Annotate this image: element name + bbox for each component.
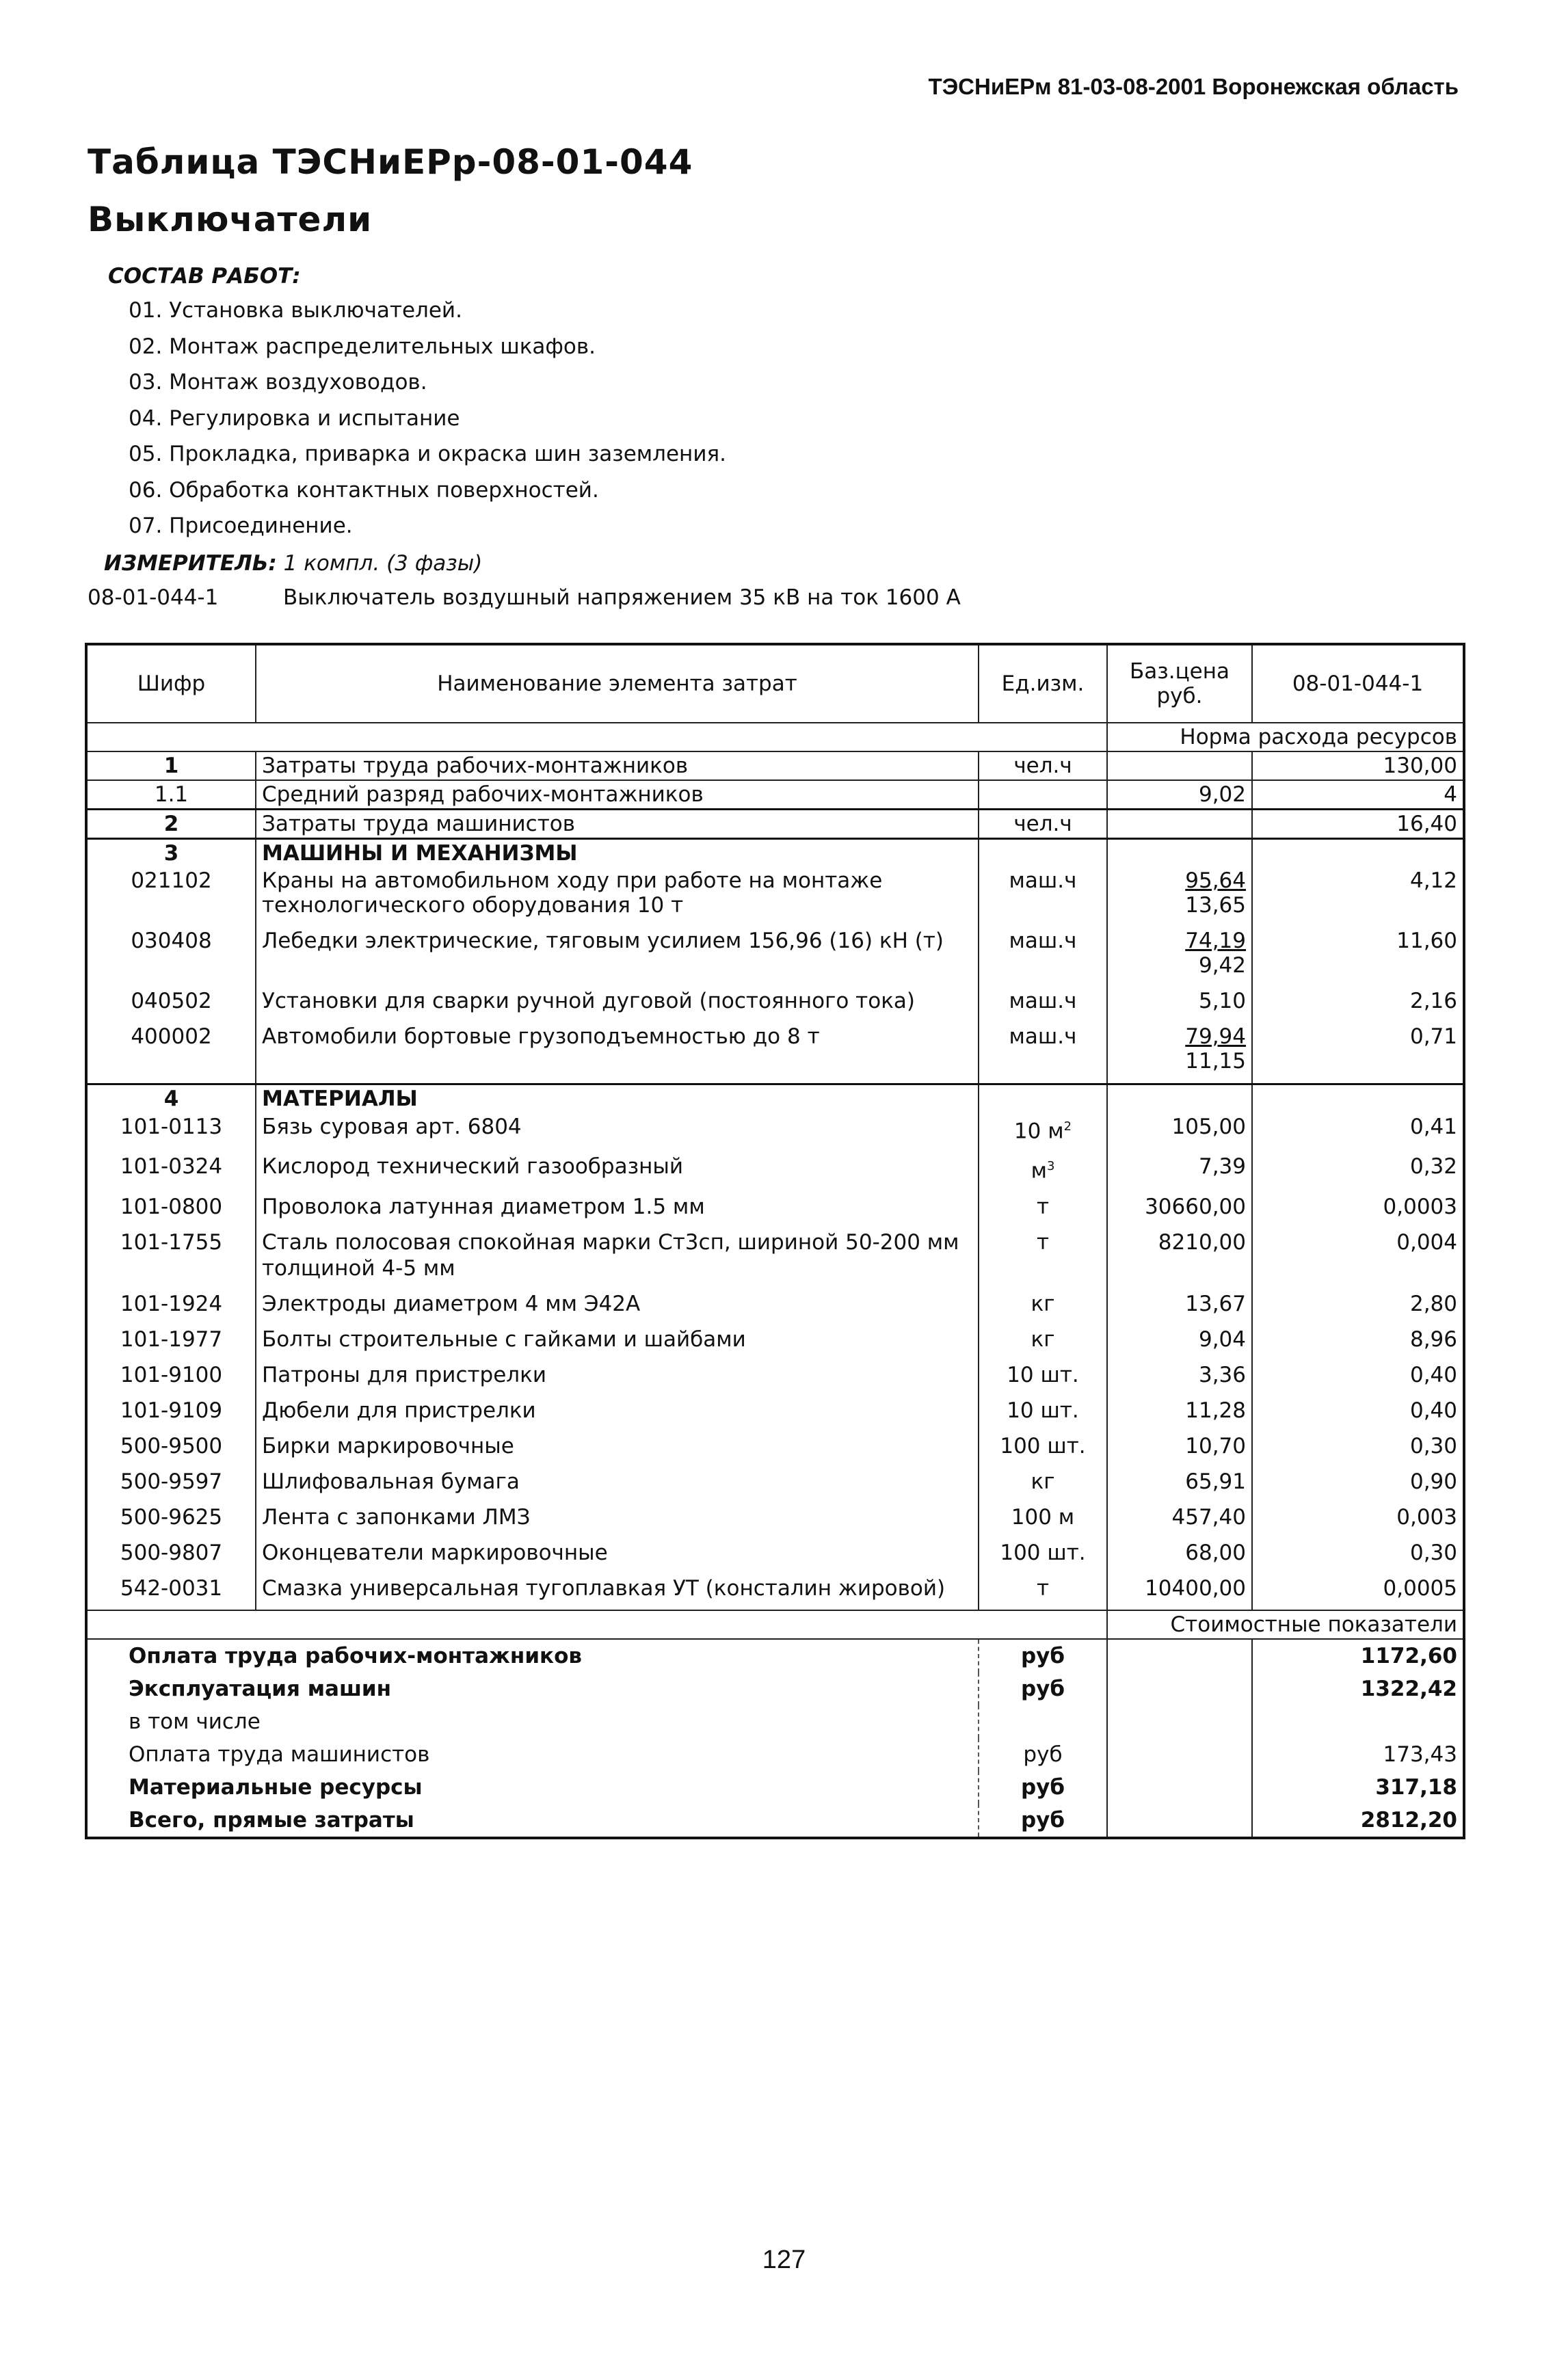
summary-value: 2812,20 xyxy=(1252,1804,1464,1838)
row-price-labor: 11,15 xyxy=(1185,1049,1246,1074)
row-unit xyxy=(979,1325,1107,1361)
summary-unit: руб xyxy=(979,1804,1107,1838)
row-name: Оконцеватели маркировочные xyxy=(256,1538,979,1574)
row-norm: 0,90 xyxy=(1252,1467,1464,1503)
machine-row xyxy=(86,867,1464,927)
unit-text: т xyxy=(1036,1229,1050,1255)
row-unit xyxy=(979,1538,1107,1574)
unit-text: кг xyxy=(1031,1291,1055,1316)
row-norm: 0,40 xyxy=(1252,1361,1464,1396)
machine-row xyxy=(86,1023,1464,1084)
page-number: 127 xyxy=(762,2245,806,2274)
material-row xyxy=(86,1432,1464,1467)
row-unit: чел.ч xyxy=(979,810,1107,839)
row-name: Затраты труда рабочих-монтажников xyxy=(256,751,979,780)
row-price-labor: 13,65 xyxy=(1185,893,1246,918)
summary-name: Оплата труда машинистов xyxy=(86,1738,979,1771)
row-code: 500-9625 xyxy=(86,1503,256,1538)
row-name: Патроны для пристрелки xyxy=(256,1361,979,1396)
row-norm: 16,40 xyxy=(1252,810,1464,839)
header-name: Наименование элемента затрат xyxy=(256,644,979,723)
row-name: Затраты труда машинистов xyxy=(256,810,979,839)
summary-row xyxy=(86,1705,1464,1738)
row-price: 10,70 xyxy=(1107,1432,1252,1467)
row-price xyxy=(1107,751,1252,780)
works-item: 05. Прокладка, приварка и окраска шин заземления. xyxy=(129,442,726,466)
works-item: 02. Монтаж распределительных шкафов. xyxy=(129,334,596,359)
material-row xyxy=(86,1574,1464,1610)
row-price: 457,40 xyxy=(1107,1503,1252,1538)
row-unit xyxy=(979,1361,1107,1396)
works-heading: СОСТАВ РАБОТ: xyxy=(108,264,301,289)
row-norm: 0,71 xyxy=(1252,1023,1464,1084)
norm-label-spacer xyxy=(86,723,1107,751)
summary-unit: руб xyxy=(979,1639,1107,1672)
row-norm: 4 xyxy=(1252,780,1464,810)
summary-value: 173,43 xyxy=(1252,1738,1464,1771)
cost-label-spacer xyxy=(86,1610,1107,1639)
row-unit xyxy=(979,1467,1107,1503)
unit-superscript: 2 xyxy=(1063,1119,1072,1134)
row-code: 021102 xyxy=(86,867,256,927)
section-name: МАШИНЫ И МЕХАНИЗМЫ xyxy=(256,839,979,868)
empty-cell xyxy=(1107,839,1252,868)
row-unit: маш.ч xyxy=(979,1023,1107,1084)
row-name: Бязь суровая арт. 6804 xyxy=(256,1112,979,1152)
labor-row xyxy=(86,810,1464,839)
row-name: Краны на автомобильном ходу при работе на монтаже технологического оборудования 10 т xyxy=(256,867,979,927)
row-code: 101-1755 xyxy=(86,1228,256,1290)
labor-row xyxy=(86,751,1464,780)
row-price xyxy=(1107,810,1252,839)
empty-cell xyxy=(1107,1639,1252,1672)
row-price: 30660,00 xyxy=(1107,1192,1252,1228)
unit-text: 100 шт. xyxy=(1000,1433,1086,1458)
row-unit xyxy=(979,1503,1107,1538)
table-subtitle: Выключатели xyxy=(88,200,373,239)
empty-cell xyxy=(1107,1738,1252,1771)
material-row xyxy=(86,1538,1464,1574)
material-row xyxy=(86,1152,1464,1192)
unit-text: т xyxy=(1036,1575,1050,1601)
table-header-row xyxy=(86,644,1464,723)
row-norm: 130,00 xyxy=(1252,751,1464,780)
material-row xyxy=(86,1228,1464,1290)
unit-text: кг xyxy=(1031,1327,1055,1352)
summary-name: в том числе xyxy=(86,1705,979,1738)
works-item: 06. Обработка контактных поверхностей. xyxy=(129,477,599,503)
header-price-line1: Баз.цена xyxy=(1129,659,1230,684)
summary-row xyxy=(86,1738,1464,1771)
row-name: Кислород технический газообразный xyxy=(256,1152,979,1192)
material-row xyxy=(86,1361,1464,1396)
row-price: 9,04 xyxy=(1107,1325,1252,1361)
row-unit xyxy=(979,1112,1107,1152)
row-norm: 0,004 xyxy=(1252,1228,1464,1290)
meter-value: 1 компл. (3 фазы) xyxy=(283,551,483,576)
summary-value: 317,18 xyxy=(1252,1771,1464,1804)
header-unit: Ед.изм. xyxy=(979,644,1107,723)
empty-cell xyxy=(1252,1084,1464,1113)
section-row-machines xyxy=(86,839,1464,868)
row-code: 500-9807 xyxy=(86,1538,256,1574)
row-unit xyxy=(979,1574,1107,1610)
material-row xyxy=(86,1396,1464,1432)
material-row xyxy=(86,1290,1464,1325)
row-price: 65,91 xyxy=(1107,1467,1252,1503)
summary-unit xyxy=(979,1705,1107,1738)
row-name: Болты строительные с гайками и шайбами xyxy=(256,1325,979,1361)
row-price: 68,00 xyxy=(1107,1538,1252,1574)
row-price: 105,00 xyxy=(1107,1112,1252,1152)
unit-text: 100 шт. xyxy=(1000,1540,1086,1565)
row-price xyxy=(1107,987,1252,1023)
summary-row xyxy=(86,1771,1464,1804)
row-price-base: 95,64 xyxy=(1185,868,1246,893)
row-norm: 2,16 xyxy=(1252,987,1464,1023)
row-price xyxy=(1107,1023,1252,1084)
summary-name: Материальные ресурсы xyxy=(86,1771,979,1804)
works-item: 04. Регулировка и испытание xyxy=(129,405,460,431)
summary-name: Всего, прямые затраты xyxy=(86,1804,979,1838)
norms-table xyxy=(85,643,1465,1839)
summary-value xyxy=(1252,1705,1464,1738)
empty-cell xyxy=(1107,1672,1252,1705)
row-code: 101-0113 xyxy=(86,1112,256,1152)
summary-value: 1172,60 xyxy=(1252,1639,1464,1672)
works-item: 01. Установка выключателей. xyxy=(129,298,462,323)
row-name: Шлифовальная бумага xyxy=(256,1467,979,1503)
row-norm: 0,30 xyxy=(1252,1432,1464,1467)
cost-label-row xyxy=(86,1610,1464,1639)
works-item: 07. Присоединение. xyxy=(129,514,353,538)
material-row xyxy=(86,1467,1464,1503)
row-unit xyxy=(979,1290,1107,1325)
row-code: 2 xyxy=(86,810,256,839)
header-code: Шифр xyxy=(86,644,256,723)
machine-row xyxy=(86,927,1464,987)
summary-name: Оплата труда рабочих-монтажников xyxy=(86,1639,979,1672)
row-code: 030408 xyxy=(86,927,256,987)
row-price: 11,28 xyxy=(1107,1396,1252,1432)
works-item: 03. Монтаж воздуховодов. xyxy=(129,370,427,395)
row-norm: 4,12 xyxy=(1252,867,1464,927)
section-name: МАТЕРИАЛЫ xyxy=(256,1084,979,1113)
row-price-base: 74,19 xyxy=(1185,929,1246,953)
section-code: 3 xyxy=(86,839,256,868)
row-price xyxy=(1107,927,1252,987)
row-name: Сталь полосовая спокойная марки Ст3сп, шириной 50-200 мм толщиной 4-5 мм xyxy=(256,1228,979,1290)
row-unit: маш.ч xyxy=(979,987,1107,1023)
row-code: 1 xyxy=(86,751,256,780)
unit-text: кг xyxy=(1031,1469,1055,1494)
row-price xyxy=(1107,867,1252,927)
unit-text: 10 м xyxy=(1013,1119,1064,1144)
section-row-materials xyxy=(86,1084,1464,1113)
row-code: 101-0800 xyxy=(86,1192,256,1228)
header-price-line2: руб. xyxy=(1156,684,1203,708)
row-price-labor: 9,42 xyxy=(1198,953,1246,978)
row-norm: 0,0005 xyxy=(1252,1574,1464,1610)
row-unit: чел.ч xyxy=(979,751,1107,780)
row-unit: маш.ч xyxy=(979,867,1107,927)
unit-text: т xyxy=(1036,1194,1050,1219)
row-name: Дюбели для пристрелки xyxy=(256,1396,979,1432)
row-unit xyxy=(979,1152,1107,1192)
row-name: Лента с запонками ЛМЗ xyxy=(256,1503,979,1538)
row-code: 101-1977 xyxy=(86,1325,256,1361)
row-price: 13,67 xyxy=(1107,1290,1252,1325)
row-norm: 0,40 xyxy=(1252,1396,1464,1432)
empty-cell xyxy=(1107,1804,1252,1838)
norm-label: Норма расхода ресурсов xyxy=(1107,723,1464,751)
meter-line xyxy=(104,551,482,576)
row-code: 101-9109 xyxy=(86,1396,256,1432)
row-code: 542-0031 xyxy=(86,1574,256,1610)
works-list xyxy=(129,293,726,544)
cost-label: Стоимостные показатели xyxy=(1107,1610,1464,1639)
empty-cell xyxy=(979,839,1107,868)
machine-row xyxy=(86,987,1464,1023)
row-unit xyxy=(979,1192,1107,1228)
table-title: Таблица ТЭСНиЕРр-08-01-044 xyxy=(88,142,693,182)
unit-text: 10 шт. xyxy=(1007,1362,1079,1387)
row-unit xyxy=(979,1396,1107,1432)
row-unit xyxy=(979,780,1107,810)
row-price: 7,39 xyxy=(1107,1152,1252,1192)
labor-row xyxy=(86,780,1464,810)
header-price xyxy=(1107,644,1252,723)
summary-name: Эксплуатация машин xyxy=(86,1672,979,1705)
row-code: 400002 xyxy=(86,1023,256,1084)
row-name: Электроды диаметром 4 мм Э42А xyxy=(256,1290,979,1325)
material-row xyxy=(86,1192,1464,1228)
section-code: 4 xyxy=(86,1084,256,1113)
material-row xyxy=(86,1503,1464,1538)
row-code: 040502 xyxy=(86,987,256,1023)
row-norm: 0,003 xyxy=(1252,1503,1464,1538)
summary-unit: руб xyxy=(979,1771,1107,1804)
empty-cell xyxy=(1107,1084,1252,1113)
meter-label: ИЗМЕРИТЕЛЬ: xyxy=(104,551,277,576)
summary-row xyxy=(86,1672,1464,1705)
material-row xyxy=(86,1325,1464,1361)
row-name: Проволока латунная диаметром 1.5 мм xyxy=(256,1192,979,1228)
unit-text: 10 шт. xyxy=(1007,1398,1079,1423)
row-name: Автомобили бортовые грузоподъемностью до 8 т xyxy=(256,1023,979,1084)
row-name: Бирки маркировочные xyxy=(256,1432,979,1467)
empty-cell xyxy=(1107,1771,1252,1804)
empty-cell xyxy=(979,1084,1107,1113)
row-price: 8210,00 xyxy=(1107,1228,1252,1290)
row-price: 3,36 xyxy=(1107,1361,1252,1396)
row-code: 500-9597 xyxy=(86,1467,256,1503)
summary-row xyxy=(86,1804,1464,1838)
summary-value: 1322,42 xyxy=(1252,1672,1464,1705)
row-norm: 0,41 xyxy=(1252,1112,1464,1152)
unit-superscript: 3 xyxy=(1046,1159,1055,1174)
row-name: Лебедки электрические, тяговым усилием 156,96 (16) кН (т) xyxy=(256,927,979,987)
row-name: Средний разряд рабочих-монтажников xyxy=(256,780,979,810)
unit-text: 100 м xyxy=(1011,1504,1075,1530)
row-price: 9,02 xyxy=(1107,780,1252,810)
row-unit: маш.ч xyxy=(979,927,1107,987)
row-code: 101-0324 xyxy=(86,1152,256,1192)
document-source-header: ТЭСНиЕРм 81-03-08-2001 Воронежская область xyxy=(928,74,1459,99)
row-norm: 8,96 xyxy=(1252,1325,1464,1361)
row-code: 101-9100 xyxy=(86,1361,256,1396)
row-price-base: 79,94 xyxy=(1185,1024,1246,1049)
row-norm: 0,0003 xyxy=(1252,1192,1464,1228)
position-line xyxy=(88,585,961,610)
empty-cell xyxy=(1107,1705,1252,1738)
row-name: Смазка универсальная тугоплавкая УТ (консталин жировой) xyxy=(256,1574,979,1610)
row-code: 500-9500 xyxy=(86,1432,256,1467)
row-price-base: 5,10 xyxy=(1198,989,1246,1013)
position-code: 08-01-044-1 xyxy=(88,585,219,610)
summary-row xyxy=(86,1639,1464,1672)
row-code: 1.1 xyxy=(86,780,256,810)
row-unit xyxy=(979,1228,1107,1290)
row-norm: 0,32 xyxy=(1252,1152,1464,1192)
norm-label-row xyxy=(86,723,1464,751)
row-norm: 0,30 xyxy=(1252,1538,1464,1574)
row-code: 101-1924 xyxy=(86,1290,256,1325)
row-norm: 11,60 xyxy=(1252,927,1464,987)
header-norm: 08-01-044-1 xyxy=(1252,644,1464,723)
unit-text: м xyxy=(1031,1158,1047,1184)
empty-cell xyxy=(1252,839,1464,868)
row-price: 10400,00 xyxy=(1107,1574,1252,1610)
row-norm: 2,80 xyxy=(1252,1290,1464,1325)
summary-unit: руб xyxy=(979,1738,1107,1771)
row-name: Установки для сварки ручной дуговой (постоянного тока) xyxy=(256,987,979,1023)
position-description: Выключатель воздушный напряжением 35 кВ на ток 1600 А xyxy=(283,585,961,610)
material-row xyxy=(86,1112,1464,1152)
row-unit xyxy=(979,1432,1107,1467)
summary-unit: руб xyxy=(979,1672,1107,1705)
